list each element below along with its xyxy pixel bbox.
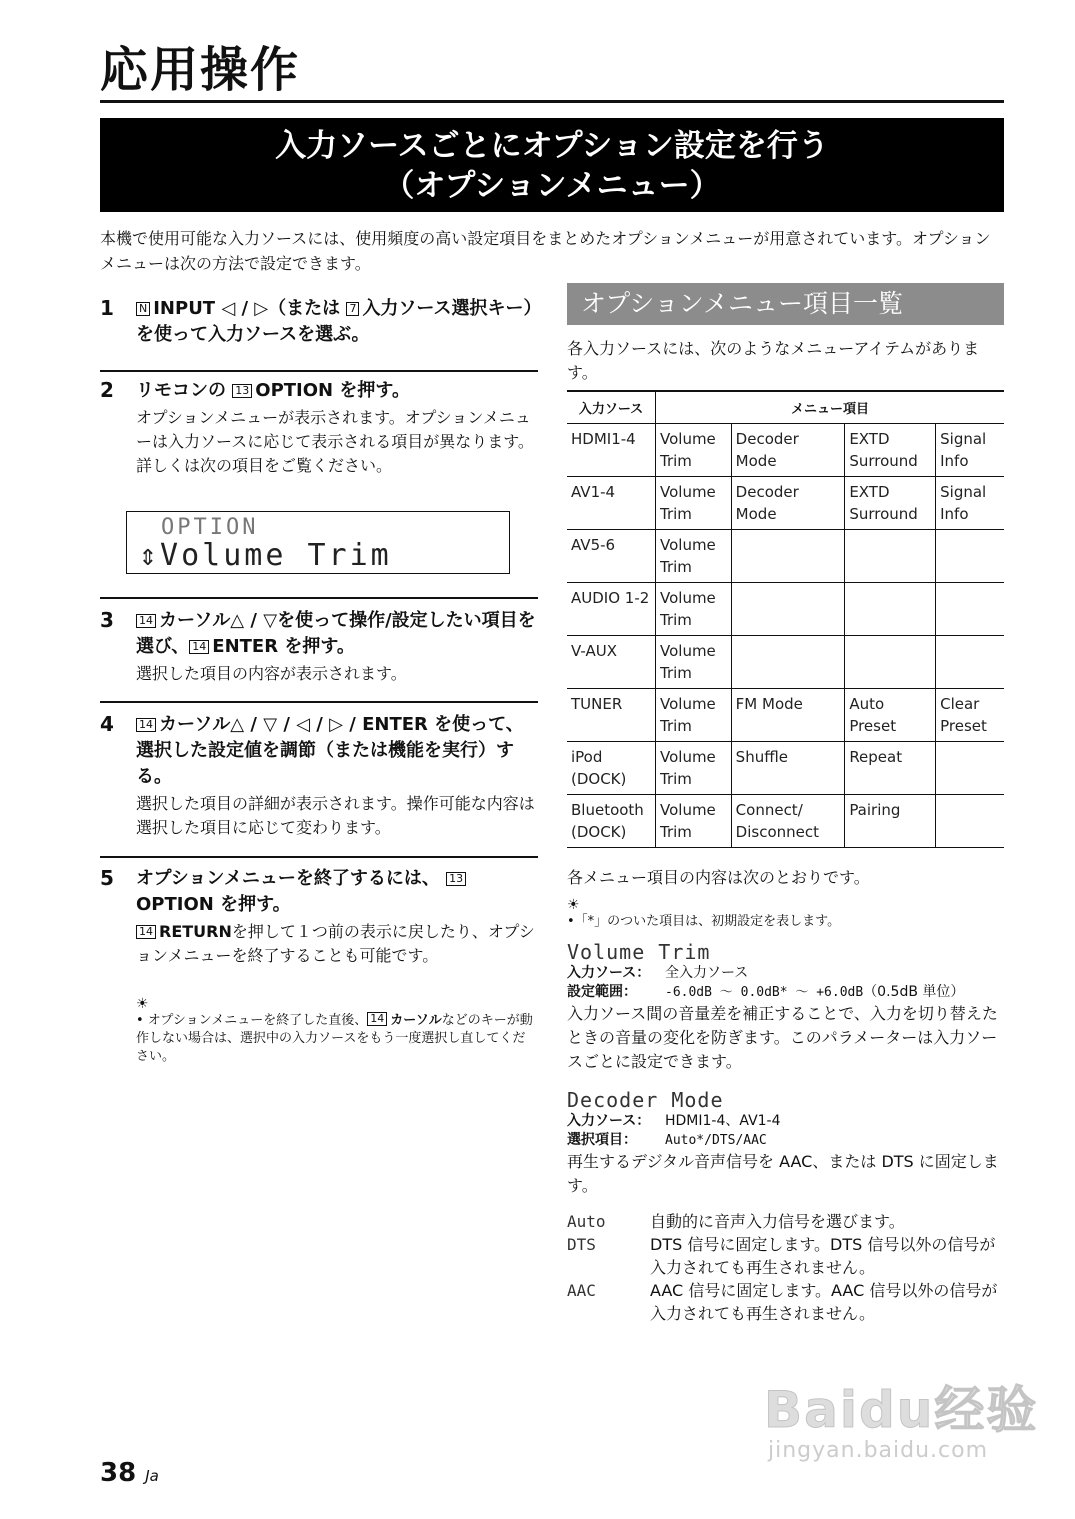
table-cell: Volume Trim (656, 636, 732, 689)
tip-block (136, 996, 538, 1066)
step-heading: リモコンの 13 OPTION を押す。 (136, 380, 410, 401)
step-divider (100, 597, 538, 599)
step-description: 選択した項目の詳細が表示されます。操作可能な内容は選択した項目に応じて変わります。 (136, 794, 535, 837)
section-heading: オプションメニュー項目一覧 (567, 283, 1004, 325)
table-cell: Pairing (845, 795, 936, 848)
table-cell: Auto Preset (845, 689, 936, 742)
option-row: DTS DTS 信号に固定します。DTS 信号以外の信号が入力されても再生されません。 (567, 1235, 996, 1277)
table-cell: EXTD Surround (845, 477, 936, 530)
table-cell: Shuffle (731, 742, 845, 795)
hint-icon: ☀ (567, 897, 580, 913)
table-cell: Bluetooth (DOCK) (567, 795, 656, 848)
table-row (567, 795, 1004, 848)
table-cell: AV1-4 (567, 477, 656, 530)
step-4 (100, 712, 538, 842)
step-5 (100, 866, 538, 991)
step-number: 4 (100, 712, 114, 736)
tip-block (567, 897, 1004, 931)
column-header: 入力ソース (567, 391, 656, 424)
item-name: Decoder Mode (567, 1088, 724, 1112)
item-name: Volume Trim (567, 940, 711, 964)
table-cell: Decoder Mode (731, 424, 845, 477)
watermark-logo: Baidu经验 jingyan.baidu.com (764, 1381, 1039, 1463)
key-label: 14 (136, 718, 156, 732)
option-row: Auto 自動的に音声入力信号を選びます。 (567, 1212, 905, 1231)
table-row (567, 742, 1004, 795)
display-line-1: OPTION (161, 515, 259, 540)
volume-trim-section (567, 940, 1004, 1074)
table-cell: iPod (DOCK) (567, 742, 656, 795)
banner-line-1: 入力ソースごとにオプション設定を行う (275, 128, 829, 164)
step-divider (100, 370, 538, 372)
step-1 (100, 296, 538, 356)
table-cell: V-AUX (567, 636, 656, 689)
table-row (567, 424, 1004, 477)
key-label: N (136, 302, 150, 316)
page-title: 応用操作 (100, 42, 301, 98)
table-cell: Volume Trim (656, 742, 732, 795)
hint-icon: ☀ (136, 996, 149, 1012)
table-cell: Decoder Mode (731, 477, 845, 530)
option-menu-table (567, 390, 1004, 848)
option-row: AAC AAC 信号に固定します。AAC 信号以外の信号が入力されても再生されません。 (567, 1281, 998, 1323)
table-cell: Connect/ Disconnect (731, 795, 845, 848)
key-label: 7 (346, 302, 359, 316)
step-heading: 14 カーソル△ / ▽を使って操作/設定したい項目を選び、 14 ENTER を押す。 (136, 610, 536, 657)
step-number: 3 (100, 608, 114, 632)
table-cell (936, 742, 1004, 795)
key-label: 13 (232, 384, 252, 398)
column-header: メニュー項目 (656, 391, 1005, 424)
item-source: 入力ソース： 全入力ソース (567, 965, 749, 981)
key-label: 14 (189, 640, 209, 654)
table-cell (936, 795, 1004, 848)
section-lead: 各入力ソースには、次のようなメニューアイテムがあります。 (567, 339, 980, 382)
table-row (567, 530, 1004, 583)
step-description: オプションメニューが表示されます。オプションメニューは入力ソースに応じて表示される項目が異なります。詳しくは次の項目をご覧ください。 (136, 408, 534, 475)
front-panel-display (126, 511, 510, 574)
table-row (567, 477, 1004, 530)
table-row (567, 636, 1004, 689)
table-row (567, 583, 1004, 636)
banner-line-2: （オプションメニュー） (383, 168, 721, 204)
key-label: 13 (446, 872, 466, 886)
key-label: 14 (136, 614, 156, 628)
table-cell (845, 530, 936, 583)
step-divider (100, 856, 538, 858)
table-cell (936, 583, 1004, 636)
table-cell: EXTD Surround (845, 424, 936, 477)
step-3 (100, 608, 538, 690)
table-cell: Signal Info (936, 424, 1004, 477)
step-heading: N INPUT ◁ / ▷（または 7 入力ソース選択キー）を使って入力ソースを選ぶ。 (136, 298, 533, 345)
table-cell (936, 530, 1004, 583)
table-cell (845, 583, 936, 636)
table-cell (731, 636, 845, 689)
table-header-row (567, 391, 1004, 424)
table-cell: AUDIO 1-2 (567, 583, 656, 636)
table-cell (845, 636, 936, 689)
step-heading: オプションメニューを終了するには、 13OPTION を押す。 (136, 866, 538, 918)
step-number: 5 (100, 866, 114, 890)
display-line-2: ⇕Volume Trim (139, 538, 392, 573)
item-description: 入力ソース間の音量差を補正することで、入力を切り替えたときの音量の変化を防ぎます。このパラメーターは入力ソースごとに設定できます。 (567, 1004, 998, 1071)
item-source: 入力ソース： HDMI1-4、AV1-4 (567, 1113, 781, 1129)
table-cell: Signal Info (936, 477, 1004, 530)
table-cell: FM Mode (731, 689, 845, 742)
step-description: 14 RETURNを押して１つ前の表示に戻したり、オプションメニューを終了することも可能です。 (136, 922, 535, 965)
item-description: 再生するデジタル音声信号を AAC、または DTS に固定します。 (567, 1152, 999, 1195)
key-label: 14 (136, 925, 156, 939)
key-label: 14 (367, 1012, 387, 1026)
table-row (567, 689, 1004, 742)
tip-text: •「*」のついた項目は、初期設定を表します。 (567, 914, 841, 929)
section-banner (100, 118, 1004, 212)
tip-text: • オプションメニューを終了した直後、 14 カーソルなどのキーが動作しない場合は、選択中の入力ソースをもう一度選択し直してください。 (136, 1012, 533, 1064)
table-cell: Clear Preset (936, 689, 1004, 742)
table-cell: HDMI1-4 (567, 424, 656, 477)
table-cell (731, 530, 845, 583)
table-cell (936, 636, 1004, 689)
table-cell: Volume Trim (656, 795, 732, 848)
table-cell: Volume Trim (656, 583, 732, 636)
title-rule (100, 100, 1004, 103)
decoder-options (567, 1210, 1004, 1325)
step-description: 選択した項目の内容が表示されます。 (136, 664, 407, 683)
item-range: 設定範囲： -6.0dB ～ 0.0dB* ～ +6.0dB（0.5dB 単位） (567, 984, 965, 1000)
step-2 (100, 378, 538, 503)
page-language: Ja (145, 1467, 159, 1485)
decoder-mode-section (567, 1088, 1004, 1325)
table-cell: Volume Trim (656, 530, 732, 583)
step-number: 1 (100, 296, 114, 320)
table-cell: TUNER (567, 689, 656, 742)
table-cell (731, 583, 845, 636)
item-selection: 選択項目： Auto*/DTS/AAC (567, 1132, 767, 1148)
table-cell: Volume Trim (656, 689, 732, 742)
table-cell: AV5-6 (567, 530, 656, 583)
step-heading: 14 カーソル△ / ▽ / ◁ / ▷ / ENTER を使って、選択した設定値を調節（または機能を実行）する。 (136, 714, 524, 787)
table-cell: Volume Trim (656, 477, 732, 530)
step-number: 2 (100, 378, 114, 402)
table-cell: Volume Trim (656, 424, 732, 477)
page-number: 38 Ja (100, 1458, 159, 1488)
step-divider (100, 701, 538, 703)
table-cell: Repeat (845, 742, 936, 795)
intro-text: 本機で使用可能な入力ソースには、使用頻度の高い設定項目をまとめたオプションメニューが用意されています。オプションメニューは次の方法で設定できます。 (100, 229, 991, 273)
after-table-text: 各メニュー項目の内容は次のとおりです。 (567, 868, 870, 887)
